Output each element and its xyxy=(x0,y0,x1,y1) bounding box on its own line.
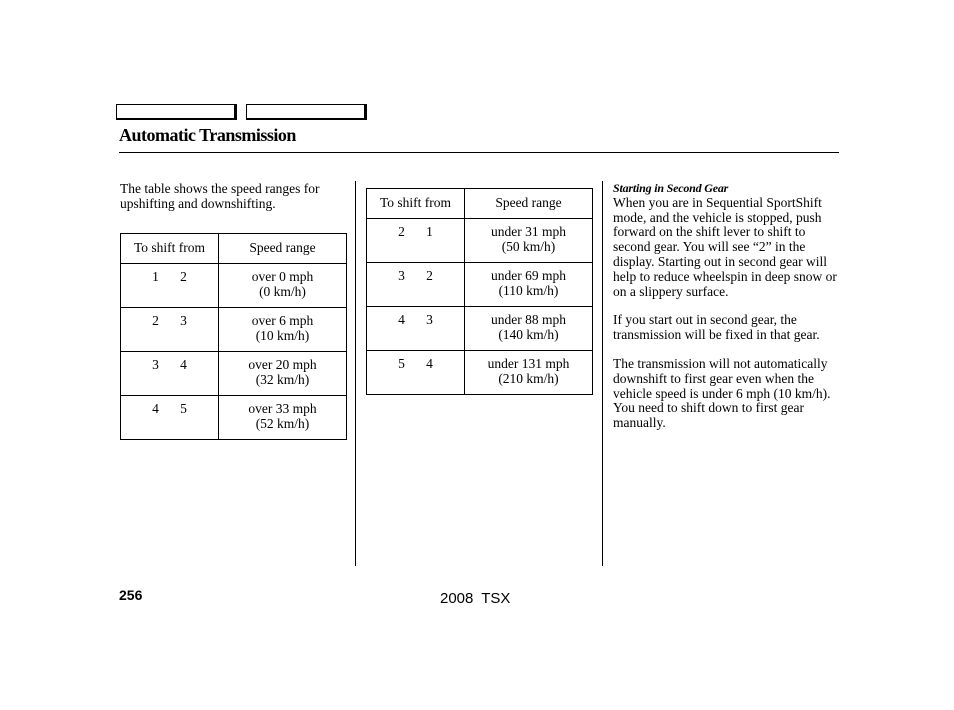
table-row xyxy=(367,219,593,263)
model-footer: 2008 TSX xyxy=(440,590,511,607)
speed-cell xyxy=(219,352,347,396)
speed-kmh: (0 km/h) xyxy=(259,283,306,299)
speed-cell xyxy=(465,307,593,351)
speed-cell xyxy=(465,351,593,395)
speed-mph: over 6 mph xyxy=(251,313,314,328)
speed-mph: under 31 mph xyxy=(491,224,566,239)
speed-cell xyxy=(465,263,593,307)
gear-to: 3 xyxy=(426,312,433,327)
gear-from: 1 xyxy=(152,269,159,284)
gear-from: 3 xyxy=(152,357,159,372)
sidebar-heading: Starting in Second Gear xyxy=(613,181,729,195)
gear-cell xyxy=(367,219,465,263)
intro-text: The table shows the speed ranges for upshifting and downshifting. xyxy=(120,181,320,211)
table-row xyxy=(121,308,347,352)
speed-mph: over 33 mph xyxy=(248,401,317,416)
gear-cell xyxy=(367,263,465,307)
gear-from: 5 xyxy=(398,356,405,371)
header-speed-range: Speed range xyxy=(465,189,593,219)
gear-to: 1 xyxy=(426,224,433,239)
speed-cell xyxy=(219,396,347,440)
header-shift-from: To shift from xyxy=(121,234,219,264)
sidebar-paragraph-2: If you start out in second gear, the transmission will be fixed in that gear. xyxy=(613,312,820,343)
header-shift-from: To shift from xyxy=(367,189,465,219)
downshift-table xyxy=(366,188,593,395)
table-row xyxy=(121,264,347,308)
gear-cell xyxy=(121,264,219,308)
column-divider-right xyxy=(602,181,603,566)
section-tab-1 xyxy=(116,104,237,120)
speed-kmh: (50 km/h) xyxy=(501,238,556,254)
page-number: 256 xyxy=(119,587,143,603)
gear-to: 2 xyxy=(180,269,187,284)
sidebar-paragraph-3: The transmission will not automatically downshift to first gear even when the vehicle speed is under 6 mph (10 km/h). You need to shift down to first gear manually. xyxy=(613,355,831,431)
gear-to: 4 xyxy=(180,357,187,372)
gear-to: 4 xyxy=(426,356,433,371)
gear-cell xyxy=(367,307,465,351)
sidebar-notes xyxy=(613,181,841,445)
table-row xyxy=(121,396,347,440)
speed-kmh: (32 km/h) xyxy=(255,371,310,387)
gear-to: 2 xyxy=(426,268,433,283)
table-header-row xyxy=(367,189,593,219)
speed-cell xyxy=(219,264,347,308)
column-divider-left xyxy=(355,181,356,566)
gear-to: 3 xyxy=(180,313,187,328)
section-tab-2 xyxy=(246,104,367,120)
gear-from: 2 xyxy=(152,313,159,328)
gear-to: 5 xyxy=(180,401,187,416)
speed-cell xyxy=(219,308,347,352)
speed-kmh: (140 km/h) xyxy=(498,326,559,342)
title-rule xyxy=(119,152,839,153)
gear-from: 3 xyxy=(398,268,405,283)
header-speed-range: Speed range xyxy=(219,234,347,264)
speed-kmh: (10 km/h) xyxy=(255,327,310,343)
speed-mph: under 69 mph xyxy=(491,268,566,283)
sidebar-paragraph-1: When you are in Sequential SportShift mode, and the vehicle is stopped, push forward on the shift lever to shift to second gear. You will see “2” in the display. Starting out in second gear will help to reduce wheelspin in deep snow or on a slippery surface. xyxy=(613,194,837,299)
table-header-row xyxy=(121,234,347,264)
gear-from: 2 xyxy=(398,224,405,239)
speed-kmh: (52 km/h) xyxy=(255,415,310,431)
gear-cell xyxy=(121,396,219,440)
gear-from: 4 xyxy=(398,312,405,327)
speed-mph: over 20 mph xyxy=(248,357,317,372)
gear-cell xyxy=(367,351,465,395)
speed-kmh: (210 km/h) xyxy=(498,370,559,386)
speed-mph: over 0 mph xyxy=(251,269,314,284)
upshift-table xyxy=(120,233,347,440)
speed-mph: under 131 mph xyxy=(487,356,570,371)
page-title: Automatic Transmission xyxy=(119,125,296,145)
gear-from: 4 xyxy=(152,401,159,416)
speed-cell xyxy=(465,219,593,263)
speed-mph: under 88 mph xyxy=(491,312,566,327)
table-row xyxy=(367,307,593,351)
table-row xyxy=(121,352,347,396)
speed-kmh: (110 km/h) xyxy=(498,282,559,298)
gear-cell xyxy=(121,352,219,396)
table-row xyxy=(367,263,593,307)
table-row xyxy=(367,351,593,395)
gear-cell xyxy=(121,308,219,352)
